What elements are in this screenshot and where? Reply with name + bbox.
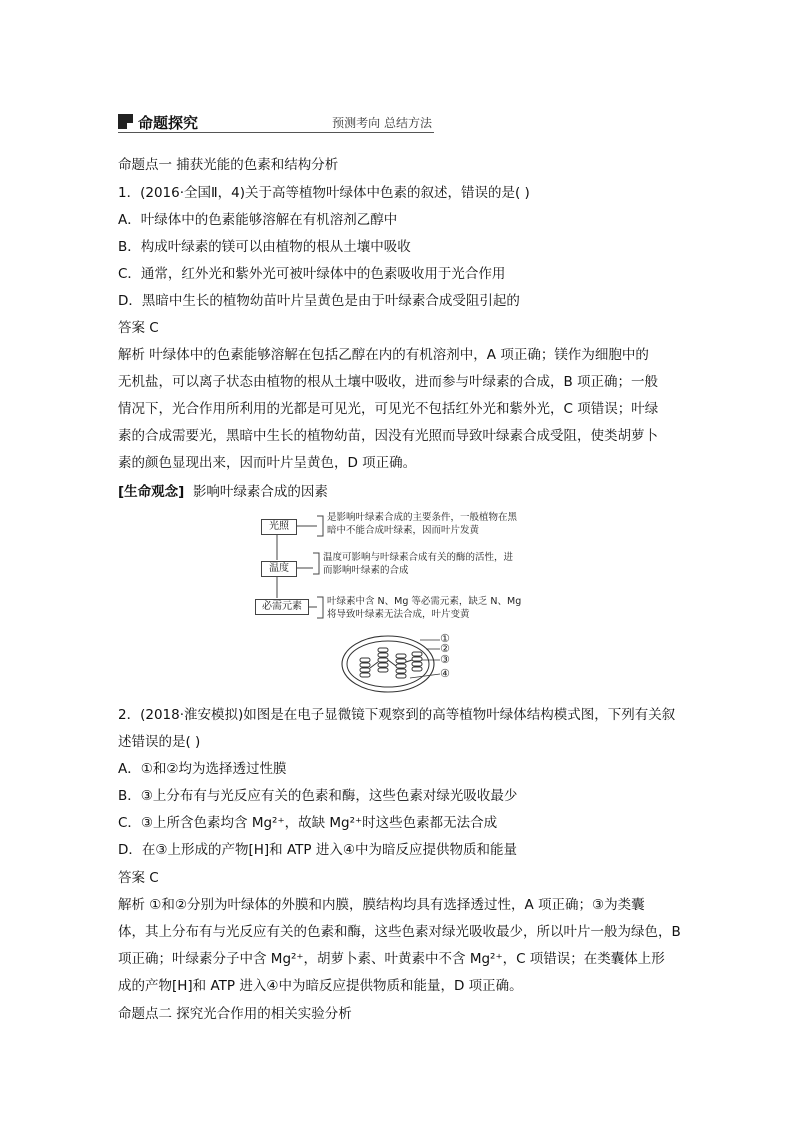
q2-option-b: B．③上分布有与光反应有关的色素和酶，这些色素对绿光吸收最少 [118, 788, 518, 804]
q1-analysis-line: 素的合成需要光，黑暗中生长的植物幼苗，因没有光照而导致叶绿素合成受阻，使类胡萝卜 [118, 428, 658, 444]
life-concept-title: 影响叶绿素合成的因素 [192, 484, 328, 500]
q2-stem-line: 2．(2018·淮安模拟)如图是在电子显微镜下观察到的高等植物叶绿体结构模式图，下列有关叙 [118, 707, 676, 723]
factor-box-temperature: 温度 [261, 561, 297, 577]
q1-option-d: D．黑暗中生长的植物幼苗叶片呈黄色是由于叶绿素合成受阻引起的 [118, 293, 520, 309]
q2-option-d: D．在③上形成的产物[H]和 ATP 进入④中为暗反应提供物质和能量 [118, 842, 517, 858]
section-title-1: 命题点一 捕获光能的色素和结构分析 [118, 157, 339, 173]
label-3: ③ [440, 653, 450, 666]
q2-answer: 答案 C [118, 870, 159, 886]
q1-analysis-line: 无机盐，可以离子状态由植物的根从土壤中吸收，进而参与叶绿素的合成，B 项正确；一般 [118, 374, 659, 390]
q1-answer: 答案 C [118, 320, 159, 336]
header-rule [118, 132, 434, 133]
q2-option-a: A．①和②均为选择透过性膜 [118, 761, 287, 777]
q1-analysis-line: 素的颜色显现出来，因而叶片呈黄色，D 项正确。 [118, 455, 417, 471]
q2-analysis-line: 解析 ①和②分别为叶绿体的外膜和内膜，膜结构均具有选择透过性，A 项正确；③为类囊 [118, 897, 645, 913]
q2-analysis-line: 成的产物[H]和 ATP 进入④中为暗反应提供物质和能量，D 项正确。 [118, 978, 523, 994]
section-title-2: 命题点二 探究光合作用的相关实验分析 [118, 1006, 352, 1022]
label-4: ④ [440, 667, 450, 680]
q2-analysis-line: 体，其上分布有与光反应有关的色素和酶，这些色素对绿光吸收最少，所以叶片一般为绿色，B [118, 924, 681, 940]
label-2: ② [440, 642, 450, 655]
life-concept-tag: [生命观念] [118, 484, 185, 500]
note-line: 暗中不能合成叶绿素，因而叶片发黄 [327, 525, 480, 536]
chloroplast-diagram [340, 632, 470, 696]
factor-note-light [327, 511, 517, 537]
note-line: 温度可影响与叶绿素合成有关的酶的活性，进 [323, 552, 514, 563]
header-title: 命题探究 [138, 114, 199, 132]
header-subtitle: 预测考向 总结方法 [332, 116, 432, 130]
note-line: 是影响叶绿素合成的主要条件，一般植物在黑 [327, 512, 518, 523]
square-bullet-icon [118, 114, 133, 129]
q2-analysis-line: 项正确；叶绿素分子中含 Mg²⁺，胡萝卜素、叶黄素中不含 Mg²⁺，C 项错误；在类囊体上形 [118, 951, 665, 967]
q1-analysis-line: 解析 叶绿体中的色素能够溶解在包括乙醇在内的有机溶剂中，A 项正确；镁作为细胞中的 [118, 347, 649, 363]
note-line: 将导致叶绿素无法合成，叶片变黄 [327, 609, 470, 620]
factor-box-elements: 必需元素 [255, 599, 309, 615]
q1-option-b: B．构成叶绿素的镁可以由植物的根从土壤中吸收 [118, 239, 411, 255]
q1-option-c: C．通常，红外光和紫外光可被叶绿体中的色素吸收用于光合作用 [118, 266, 506, 282]
factor-note-temperature [323, 551, 513, 577]
factors-diagram [255, 510, 545, 625]
factor-box-light: 光照 [261, 519, 297, 535]
q2-option-c: C．③上所含色素均含 Mg²⁺，故缺 Mg²⁺时这些色素都无法合成 [118, 815, 498, 831]
factor-note-elements [327, 595, 521, 621]
q1-option-a: A．叶绿体中的色素能够溶解在有机溶剂乙醇中 [118, 212, 398, 228]
note-line: 叶绿素中含 N、Mg 等必需元素，缺乏 N、Mg [327, 596, 522, 607]
q1-stem: 1．(2016·全国Ⅱ，4)关于高等植物叶绿体中色素的叙述，错误的是( ) [118, 185, 530, 201]
chloroplast-figure [340, 632, 470, 696]
label-1: ① [440, 632, 450, 645]
q2-stem-line: 述错误的是( ) [118, 734, 201, 750]
q1-analysis-line: 情况下，光合作用所利用的光都是可见光，可见光不包括红外光和紫外光，C 项错误；叶绿 [118, 401, 659, 417]
note-line: 而影响叶绿素的合成 [323, 565, 409, 576]
section-header [118, 112, 434, 132]
life-concept-heading [118, 483, 328, 501]
